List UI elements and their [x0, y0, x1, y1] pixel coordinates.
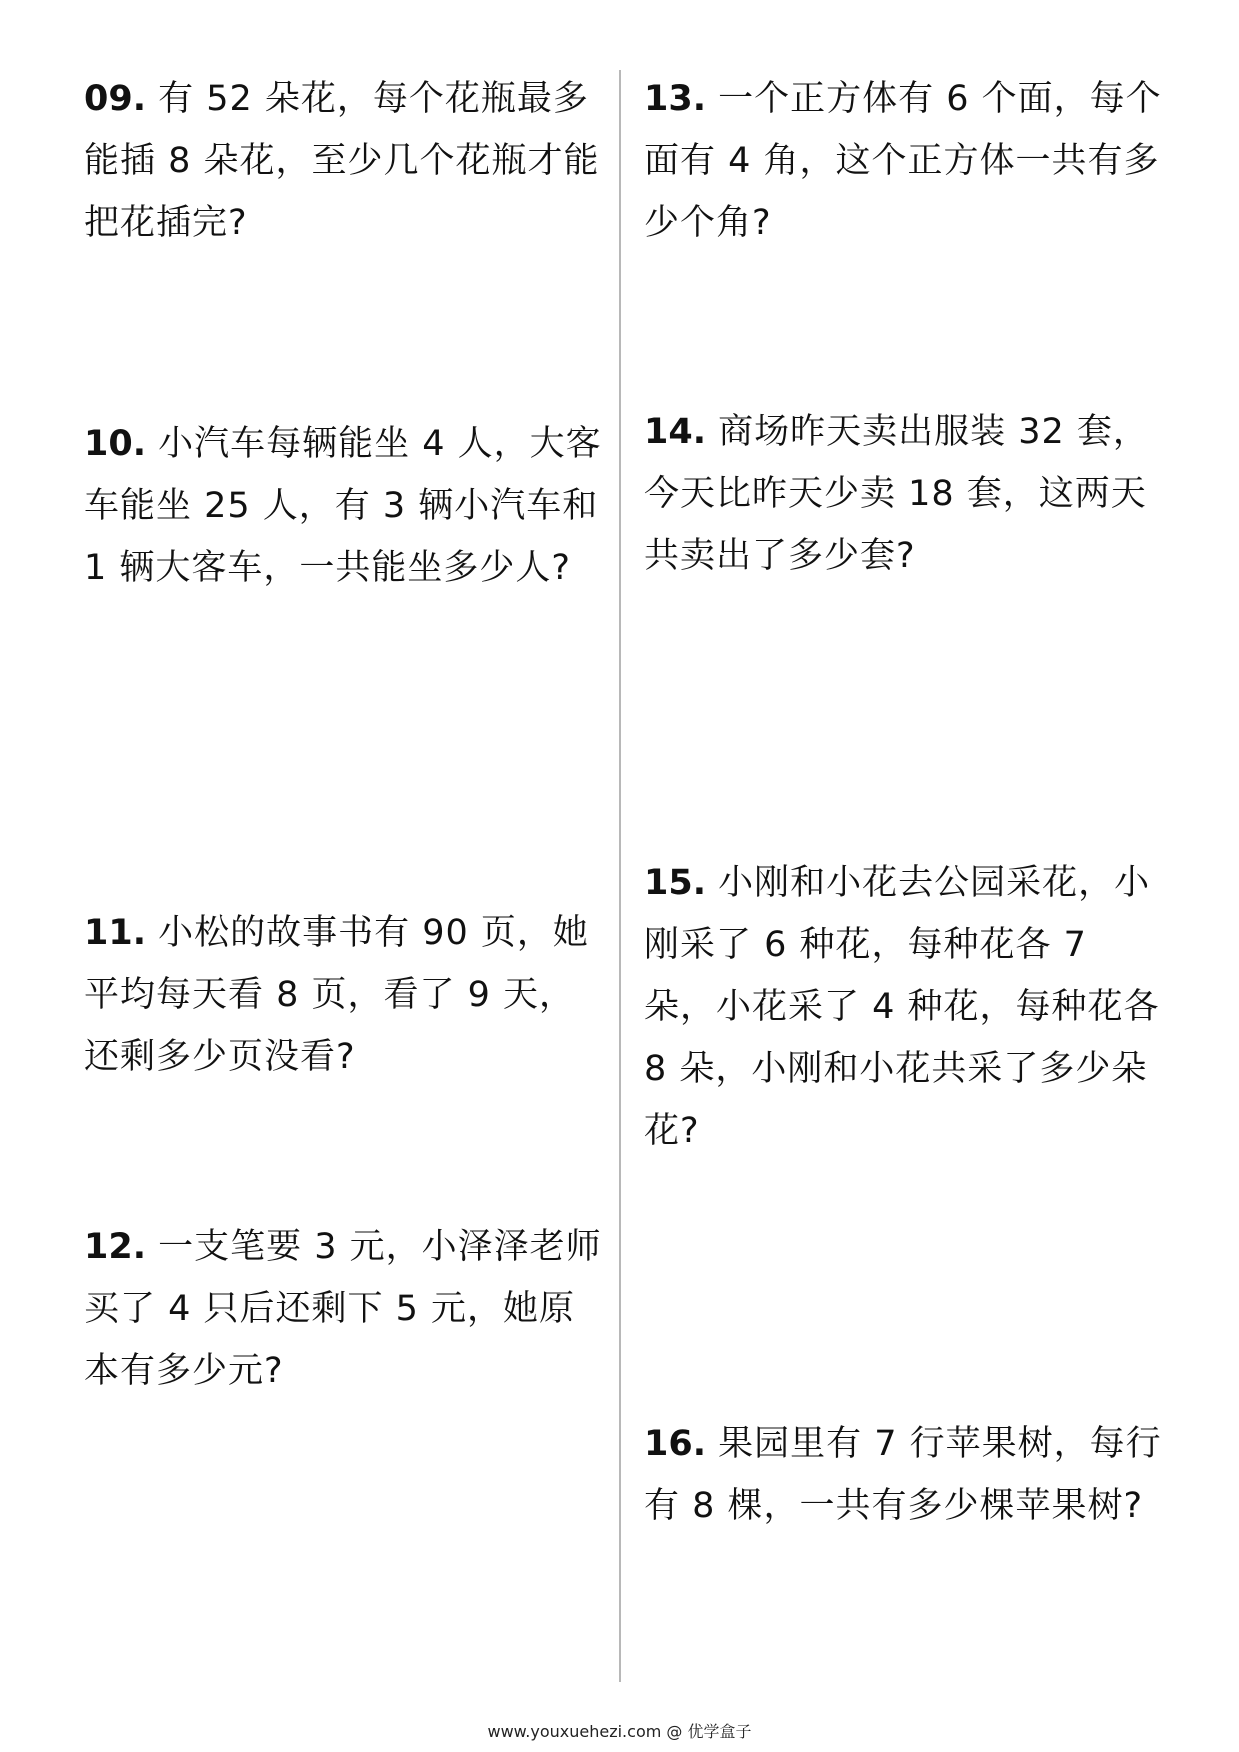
problem-text: 商场昨天卖出服装 32 套，今天比昨天少卖 18 套，这两天共卖出了多少套?: [644, 412, 1149, 576]
problem-number: 16.: [644, 1424, 707, 1464]
problem-11: [84, 902, 604, 1088]
problem-number: 09.: [84, 79, 147, 119]
footer-watermark: www.youxuehezi.com @ 优学盒子: [487, 1722, 752, 1741]
problem-number: 14.: [644, 412, 707, 452]
problem-10: [84, 413, 604, 599]
problem-15: [644, 852, 1164, 1162]
problem-text: 有 52 朵花，每个花瓶最多能插 8 朵花，至少几个花瓶才能把花插完?: [84, 79, 600, 243]
problem-text: 果园里有 7 行苹果树，每行有 8 棵，一共有多少棵苹果树?: [644, 1424, 1162, 1526]
problem-13: [644, 68, 1164, 254]
problem-12: [84, 1216, 604, 1402]
problem-text: 小松的故事书有 90 页，她平均每天看 8 页，看了 9 天，还剩多少页没看?: [84, 913, 589, 1077]
problem-number: 15.: [644, 863, 707, 903]
problem-text: 一支笔要 3 元，小泽泽老师买了 4 只后还剩下 5 元，她原本有多少元?: [84, 1227, 602, 1391]
problem-number: 12.: [84, 1227, 147, 1267]
problem-text: 小刚和小花去公园采花，小刚采了 6 种花，每种花各 7 朵，小花采了 4 种花，每种花各 8 朵，小刚和小花共采了多少朵花?: [644, 863, 1160, 1151]
problem-09: [84, 68, 604, 254]
problem-text: 小汽车每辆能坐 4 人，大客车能坐 25 人，有 3 辆小汽车和 1 辆大客车，一共能坐多少人?: [84, 424, 602, 588]
problem-16: [644, 1413, 1164, 1537]
problem-number: 13.: [644, 79, 707, 119]
problem-number: 11.: [84, 913, 147, 953]
problem-number: 10.: [84, 424, 147, 464]
problem-text: 一个正方体有 6 个面，每个面有 4 角，这个正方体一共有多少个角?: [644, 79, 1162, 243]
problem-14: [644, 401, 1164, 587]
column-divider: [619, 70, 621, 1682]
